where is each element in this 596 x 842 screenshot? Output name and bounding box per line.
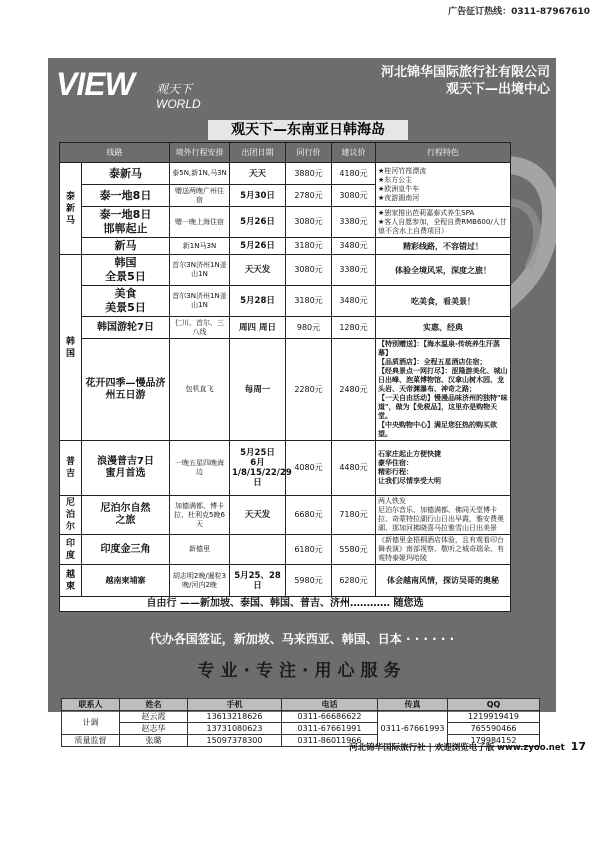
peer-price: 4080元	[286, 441, 332, 496]
suggested-price: 5580元	[332, 535, 376, 565]
free-trip-row	[60, 597, 511, 612]
itinerary-cell: 新1N马3N	[170, 238, 230, 255]
table-row	[60, 255, 511, 286]
visa-service: 代办各国签证，新加坡、马来西亚、韩国、日本 · · · · · ·	[149, 632, 455, 646]
feature-cell: 石家庄起止方便快捷 豪华住宿： 精彩行程： 让我们尽情享受大明	[376, 441, 511, 496]
contact-header: 联系人	[62, 699, 120, 711]
route-name: 美食 美景5日	[82, 286, 170, 317]
header-suggested-price: 建议价	[332, 143, 376, 163]
header-date: 出团日期	[230, 143, 286, 163]
page-number: 17	[570, 740, 586, 753]
footer-text: 河北锦华国际旅行社 | 欢迎浏览电子版 www.zyoo.net	[349, 743, 565, 753]
table-row	[60, 207, 511, 238]
header-route: 线路	[60, 143, 170, 163]
contact-qq: 1219919419	[448, 711, 540, 723]
route-name: 浪漫普吉7日 蜜月首选	[82, 441, 170, 496]
date-cell: 5月28日	[230, 286, 286, 317]
contact-header: 电话	[282, 699, 378, 711]
contact-name: 赵志华	[120, 723, 188, 735]
feature-cell: 体验全境风采，深度之旅！	[376, 255, 511, 286]
peer-price: 980元	[286, 317, 332, 339]
peer-price: 3180元	[286, 286, 332, 317]
contact-role: 质量监督	[62, 735, 120, 747]
route-name: 泰一地8日 邯郸起止	[82, 207, 170, 238]
date-cell: 天天	[230, 163, 286, 185]
contact-header: 姓名	[120, 699, 188, 711]
contact-name: 张璐	[120, 735, 188, 747]
date-cell: 天天发	[230, 496, 286, 535]
contact-header-row	[62, 699, 540, 711]
itinerary-cell: 一晚五星四晚海边	[170, 441, 230, 496]
table-header-row	[60, 143, 511, 163]
peer-price: 6680元	[286, 496, 332, 535]
route-name: 越南柬埔寨	[82, 565, 170, 597]
feature-cell: 实惠、经典	[376, 317, 511, 339]
contact-header: 手机	[188, 699, 282, 711]
date-cell: 5月26日	[230, 207, 286, 238]
suggested-price: 3480元	[332, 238, 376, 255]
feature-cell: ★桂河竹筏漂流 ★东方公主 ★欧洲皇牛车 ★夜游湄南河	[376, 163, 511, 207]
peer-price: 2280元	[286, 339, 332, 441]
contact-phone: 0311-66686622	[282, 711, 378, 723]
region-label: 韩国	[60, 255, 82, 441]
table-row	[60, 317, 511, 339]
tour-table	[59, 142, 511, 612]
contact-qq: 179984152	[448, 735, 540, 747]
suggested-price: 4180元	[332, 163, 376, 185]
peer-price: 2780元	[286, 185, 332, 207]
route-name: 泰一地8日	[82, 185, 170, 207]
itinerary-cell: 泰5N,新1N,马3N	[170, 163, 230, 185]
contact-phone: 0311-86011966	[282, 735, 378, 747]
peer-price: 6180元	[286, 535, 332, 565]
peer-price: 3880元	[286, 163, 332, 185]
peer-price: 3080元	[286, 207, 332, 238]
date-cell: 每周一	[230, 339, 286, 441]
suggested-price: 7180元	[332, 496, 376, 535]
table-row	[60, 535, 511, 565]
region-label: 越柬	[60, 565, 82, 597]
contact-fax: 0311-67661993	[378, 711, 448, 747]
contact-mobile: 15097378300	[188, 735, 282, 747]
suggested-price: 3380元	[332, 255, 376, 286]
agency-center: 观天下—出境中心	[445, 82, 550, 97]
suggested-price: 6280元	[332, 565, 376, 597]
itinerary-cell: 赠一晚上海住宿	[170, 207, 230, 238]
itinerary-cell: 首尔3N济州1N釜山1N	[170, 286, 230, 317]
itinerary-cell: 包机直飞	[170, 339, 230, 441]
contact-header: 传真	[378, 699, 448, 711]
itinerary-cell: 胡志明2晚/暹粒3晚/河内2晚	[170, 565, 230, 597]
suggested-price: 4480元	[332, 441, 376, 496]
peer-price: 3080元	[286, 255, 332, 286]
contact-row	[62, 711, 540, 723]
itinerary-cell: 赠送两晚广州住宿	[170, 185, 230, 207]
ad-hotline: 广告征订热线：0311-87967610	[448, 7, 590, 17]
date-cell: 5月25、28日	[230, 565, 286, 597]
date-cell: 天天发	[230, 255, 286, 286]
date-cell: 5月30日	[230, 185, 286, 207]
route-name: 泰新马	[82, 163, 170, 185]
suggested-price: 3380元	[332, 207, 376, 238]
route-name: 尼泊尔自然 之旅	[82, 496, 170, 535]
contact-row	[62, 723, 540, 735]
table-row	[60, 339, 511, 441]
contact-header: QQ	[448, 699, 540, 711]
route-name: 新马	[82, 238, 170, 255]
table-row	[60, 565, 511, 597]
itinerary-cell: 新德里	[170, 535, 230, 565]
contact-qq: 765590466	[448, 723, 540, 735]
feature-cell: 【特别赠送】：【海水温泉-传统养生汗蒸幕】 【品质酒店】：全程五星酒店住宿； 【经典景点一网打尽】：涩隆游美化、城山日出峰、泡菜博物馆、汉拿山树木园、龙头岩、天帝渊瀑布、神奇之路； 【一天自由活动】慢漫品味济州的独特"味道"，做为【免税品】，这里亦是购物天堂。 【中央购物中心】满足您狂热的购买欲望。	[376, 339, 511, 441]
table-row	[60, 496, 511, 535]
feature-cell: ★独家推出芭莉嘉泰式养生SPA ★客人自愿参加，全程自费RMB600/人甘烺不含水上自费项目）	[376, 207, 511, 238]
route-name: 韩国 全景5日	[82, 255, 170, 286]
route-name: 印度金三角	[82, 535, 170, 565]
region-label: 普吉	[60, 441, 82, 496]
itinerary-cell: 仁川、首尔、三八线	[170, 317, 230, 339]
agency-name: 河北锦华国际旅行社有限公司	[380, 65, 550, 80]
feature-cell: 体会越南风情，探访吴哥的奥秘	[376, 565, 511, 597]
table-row	[60, 238, 511, 255]
ad-page	[48, 58, 556, 712]
itinerary-cell: 首尔3N济州1N釜山1N	[170, 255, 230, 286]
suggested-price: 3480元	[332, 286, 376, 317]
feature-cell: 两人铁发 尼泊尔音乐、加德满都、佛同天堂博卡拉、奇蒙特拉湖行山日出早霞，雅安费奥湖、那加河拂晓喜马拉雅雪山日出美景	[376, 496, 511, 535]
header-features: 行程特色	[376, 143, 511, 163]
contact-phone: 0311-67661991	[282, 723, 378, 735]
logo-sub: 观天下WORLD	[156, 82, 201, 111]
peer-price: 5980元	[286, 565, 332, 597]
view-logo	[56, 66, 216, 111]
contact-mobile: 13731080623	[188, 723, 282, 735]
feature-cell: 《新德里金梧桐酒店体验，且有观看印台舞表演》南部视察、敬听之城奇瑞朵、有观特泰姬玛哈陵	[376, 535, 511, 565]
suggested-price: 3080元	[332, 185, 376, 207]
contact-mobile: 13613218626	[188, 711, 282, 723]
date-cell: 5月25日 6月 1/8/15/22/29日	[230, 441, 286, 496]
route-name: 花开四季—慢品济州五日游	[82, 339, 170, 441]
region-label: 尼泊尔	[60, 496, 82, 535]
date-cell: 5月26日	[230, 238, 286, 255]
table-row	[60, 286, 511, 317]
feature-cell: 精彩线路，不容错过！	[376, 238, 511, 255]
suggested-price: 2480元	[332, 339, 376, 441]
header-itinerary: 境外行程安排	[170, 143, 230, 163]
feature-cell: 吃美食，看美景！	[376, 286, 511, 317]
agency-header	[381, 64, 550, 98]
free-trip-text: 自由行 ——新加坡、泰国、韩国、普吉、济州………… 随您选	[60, 597, 511, 612]
table-row	[60, 163, 511, 185]
header-peer-price: 同行价	[286, 143, 332, 163]
logo-brand: VIEW	[56, 66, 134, 102]
service-slogan: 专业·专注·用心服务	[197, 661, 407, 681]
page-footer	[330, 740, 586, 753]
region-label: 泰新马	[60, 163, 82, 255]
table-row	[60, 441, 511, 496]
region-label: 印度	[60, 535, 82, 565]
date-cell	[230, 535, 286, 565]
suggested-price: 1280元	[332, 317, 376, 339]
contact-role: 计调	[62, 711, 120, 735]
route-name: 韩国游轮7日	[82, 317, 170, 339]
date-cell: 周四 周日	[230, 317, 286, 339]
page-title: 观天下—东南亚日韩海岛	[208, 120, 408, 140]
contact-name: 赵云霞	[120, 711, 188, 723]
peer-price: 3180元	[286, 238, 332, 255]
itinerary-cell: 加德满都、博卡拉、杜利克5晚6天	[170, 496, 230, 535]
